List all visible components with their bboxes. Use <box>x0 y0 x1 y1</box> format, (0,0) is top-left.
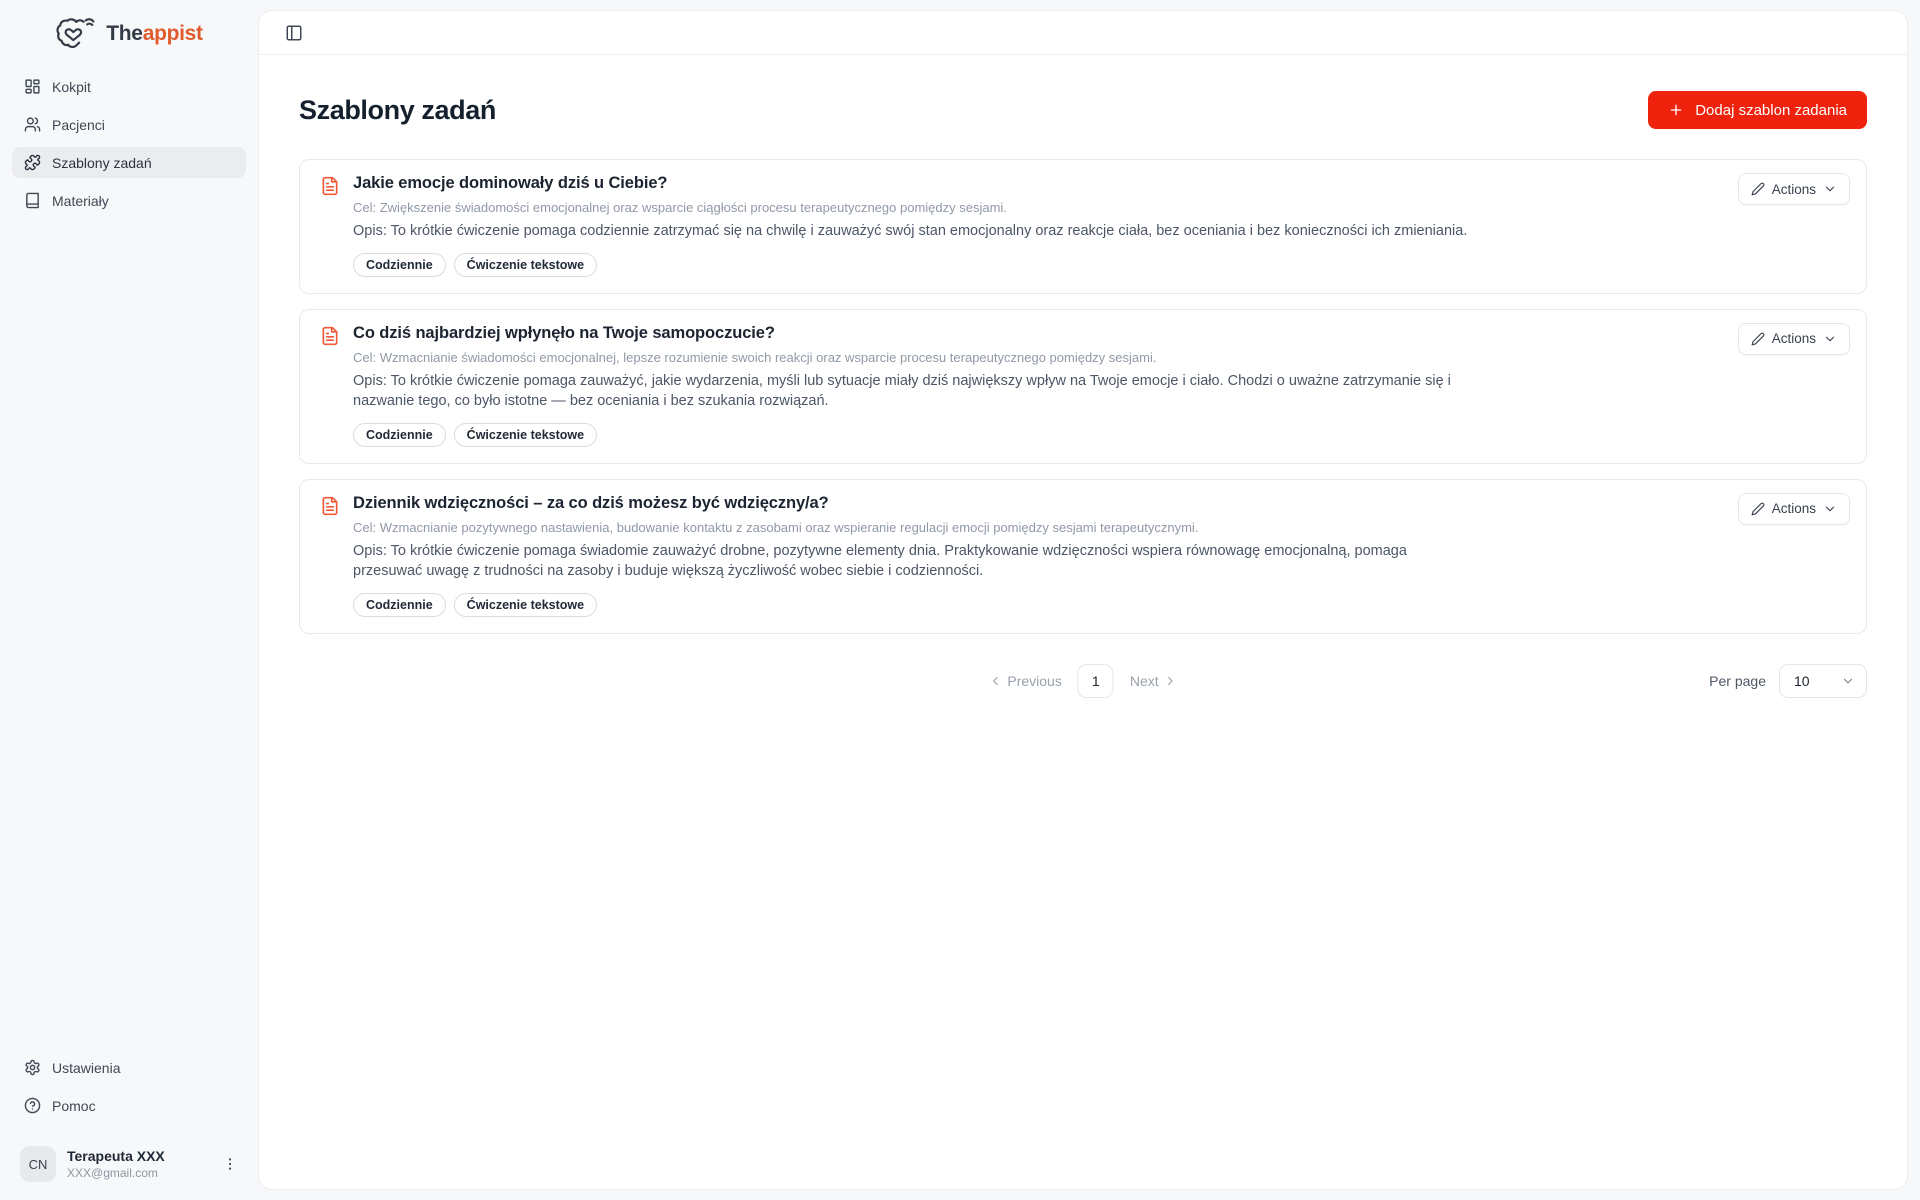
page-title: Szablony zadań <box>299 94 496 125</box>
add-template-label: Dodaj szablon zadania <box>1695 101 1847 119</box>
badge-frequency: Codziennie <box>353 423 446 447</box>
template-badges <box>353 593 1846 617</box>
user-menu-kebab-icon[interactable] <box>218 1152 242 1176</box>
page-header <box>299 91 1867 129</box>
chevron-down-icon <box>1823 502 1837 516</box>
help-circle-icon <box>24 1097 41 1114</box>
template-card-body <box>353 494 1846 617</box>
sidebar-item-label: Pomoc <box>52 1097 96 1114</box>
dashboard-icon <box>24 78 41 95</box>
sidebar-item-szablony-zadan[interactable] <box>12 147 246 178</box>
sidebar-item-label: Pacjenci <box>52 116 105 133</box>
badge-frequency: Codziennie <box>353 253 446 277</box>
actions-label: Actions <box>1771 331 1816 347</box>
actions-label: Actions <box>1771 181 1816 197</box>
plus-icon <box>1668 102 1684 118</box>
pencil-icon <box>1751 182 1765 196</box>
pagination <box>988 664 1177 698</box>
brain-heart-logo-icon <box>55 16 99 51</box>
chevron-down-icon <box>1841 674 1855 688</box>
sidebar-nav <box>12 71 246 216</box>
per-page-value: 10 <box>1794 672 1810 689</box>
next-page-button[interactable] <box>1130 673 1178 689</box>
sidebar-item-label: Ustawienia <box>52 1059 121 1076</box>
content-area <box>259 91 1907 700</box>
user-meta <box>67 1148 165 1180</box>
next-label: Next <box>1129 672 1159 689</box>
file-text-icon <box>320 324 340 447</box>
sidebar-item-label: Szablony zadań <box>52 154 152 171</box>
template-badges <box>353 423 1846 447</box>
badge-frequency: Codziennie <box>353 593 446 617</box>
add-template-button[interactable] <box>1648 91 1867 129</box>
template-title: Co dziś najbardziej wpłynęło na Twoje samopoczucie? <box>353 323 775 342</box>
user-profile-row[interactable] <box>12 1140 246 1186</box>
badge-type: Ćwiczenie tekstowe <box>454 593 597 617</box>
brand-logo <box>12 16 246 51</box>
template-list <box>299 159 1867 634</box>
main-panel <box>258 10 1908 1190</box>
per-page-label: Per page <box>1709 672 1766 689</box>
template-title: Dziennik wdzięczności – za co dziś możesz być wdzięczny/a? <box>353 493 829 512</box>
avatar: CN <box>20 1146 56 1182</box>
chevron-down-icon <box>1823 332 1837 346</box>
pagination-row <box>299 664 1867 700</box>
previous-label: Previous <box>1007 672 1062 689</box>
sidebar-toggle-panel-left-icon[interactable] <box>283 22 305 44</box>
sidebar-item-pomoc[interactable] <box>12 1090 246 1121</box>
template-goal: Cel: Wzmacnianie świadomości emocjonalnej, lepsze rozumienie swoich reakcji oraz wsparcie procesu terapeutycznego pomiędzy sesjami. <box>353 349 1157 365</box>
per-page-control <box>1709 664 1867 698</box>
sidebar-item-label: Kokpit <box>52 78 91 95</box>
pencil-icon <box>1751 502 1765 516</box>
user-name: Terapeuta XXX <box>67 1148 165 1164</box>
per-page-select[interactable] <box>1779 664 1867 698</box>
template-goal: Cel: Wzmacnianie pozytywnego nastawienia, budowanie kontaktu z zasobami oraz wspieranie regulacji emocji pomiędzy sesjami terapeutycznymi. <box>353 519 1199 535</box>
previous-page-button[interactable] <box>988 673 1061 689</box>
template-description: Opis: To krótkie ćwiczenie pomaga zauważyć, jakie wydarzenia, myśli lub sytuacje miały dziś największy wpływ na Twoje emocje i ciało. Chodzi o uważne zatrzymanie się i nazwanie tego, co było istotne — bez oceniania i bez szukania rozwiązań. <box>353 372 1451 410</box>
sidebar <box>0 0 258 1200</box>
template-card-body <box>353 324 1846 447</box>
actions-button[interactable] <box>1738 493 1850 525</box>
sidebar-item-ustawienia[interactable] <box>12 1052 246 1083</box>
sidebar-item-pacjenci[interactable] <box>12 109 246 140</box>
sidebar-footer <box>12 1052 246 1186</box>
sidebar-item-kokpit[interactable] <box>12 71 246 102</box>
actions-button[interactable] <box>1738 323 1850 355</box>
template-description: Opis: To krótkie ćwiczenie pomaga codziennie zatrzymać się na chwilę i zauważyć swój stan emocjonalny oraz reakcje ciała, bez oceniania i bez konieczności ich zmieniania. <box>353 223 1468 239</box>
user-email: XXX@gmail.com <box>67 1166 158 1180</box>
template-card <box>299 479 1867 634</box>
sidebar-item-label: Materiały <box>52 192 109 209</box>
patients-icon <box>24 116 41 133</box>
template-card-body <box>353 174 1846 277</box>
page-number-button[interactable]: 1 <box>1078 664 1114 698</box>
chevron-left-icon <box>988 674 1002 688</box>
file-text-icon <box>320 494 340 617</box>
chevron-right-icon <box>1164 674 1178 688</box>
actions-label: Actions <box>1771 501 1816 517</box>
templates-puzzle-icon <box>24 154 41 171</box>
template-badges <box>353 253 1846 277</box>
actions-button[interactable] <box>1738 173 1850 205</box>
template-description: Opis: To krótkie ćwiczenie pomaga świadomie zauważyć drobne, pozytywne elementy dnia. Praktykowanie wdzięczności wspiera równowagę emocjonalną, pomaga przesuwać uwagę z trudności na zasoby i buduje większą życzliwość wobec siebie i codzienności. <box>353 542 1407 580</box>
topbar <box>259 11 1907 55</box>
template-goal: Cel: Zwiększenie świadomości emocjonalnej oraz wsparcie ciągłości procesu terapeutycznego pomiędzy sesjami. <box>353 200 1007 215</box>
template-card <box>299 309 1867 464</box>
badge-type: Ćwiczenie tekstowe <box>454 253 597 277</box>
badge-type: Ćwiczenie tekstowe <box>454 423 597 447</box>
sidebar-item-materialy[interactable] <box>12 185 246 216</box>
template-title: Jakie emocje dominowały dziś u Ciebie? <box>353 174 668 192</box>
template-card <box>299 159 1867 294</box>
brand-name: Theappist <box>106 21 203 45</box>
chevron-down-icon <box>1823 182 1837 196</box>
gear-icon <box>24 1059 41 1076</box>
pencil-icon <box>1751 332 1765 346</box>
materials-book-icon <box>24 192 41 209</box>
file-text-icon <box>320 174 340 277</box>
